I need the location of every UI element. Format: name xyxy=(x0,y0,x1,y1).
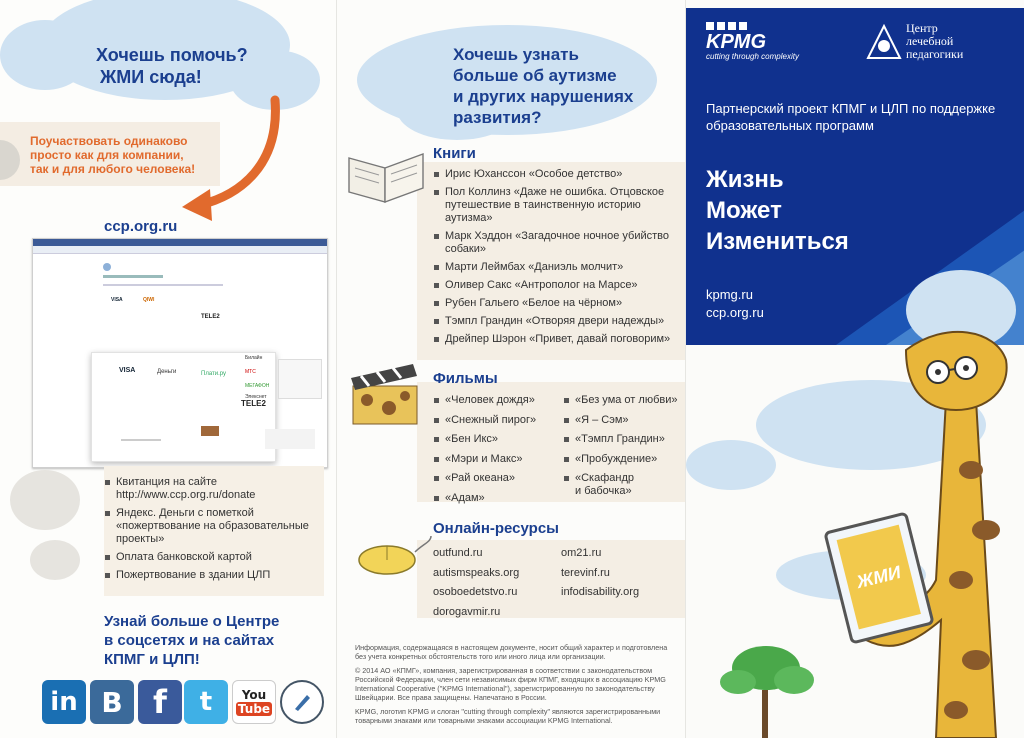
vk-icon[interactable]: B xyxy=(90,680,134,724)
film-item: «Бен Икс» xyxy=(433,433,563,446)
partner-text: Партнерский проект КПМГ и ЦЛП по поддержке образовательных программ xyxy=(706,101,996,133)
donation-methods xyxy=(104,476,324,587)
resource-link[interactable]: outfund.ru xyxy=(433,547,483,559)
film-item: «Человек дождя» xyxy=(433,394,563,407)
film-item: «Без ума от любви» xyxy=(563,394,683,407)
film-item: «Тэмпл Грандин» xyxy=(563,433,683,446)
film-item: «Рай океана» xyxy=(433,472,563,485)
film-item: «Снежный пирог» xyxy=(433,414,563,427)
resources-panel xyxy=(336,0,685,738)
kpmg-link[interactable]: kpmg.ru xyxy=(706,287,753,302)
livejournal-icon[interactable] xyxy=(280,680,324,724)
tablet-label: ЖМИ xyxy=(854,561,903,592)
resources-title: Хочешь узнать больше об аутизме и других нарушениях развития? xyxy=(453,45,634,127)
mouse-icon xyxy=(353,530,433,580)
legal-text: Информация, содержащаяся в настоящем документе, носит общий характер и подготовлена без учета конкретных обстоятельств того или иного лица или организации. © 2014 АО «КПМГ», компания, зарегистрированная в соответствии с законодательством Российской Федерации, член сети независимых фирм КПМГ, входящих в ассоциацию KPMG International Cooperative ("KPMG International"), зарегистрированную по законодательству Швейцарии. Все права защищены. Напечатано в России. KPMG, логотип KPMG и слоган "cutting through complexity" являются зарегистрированными товарными знаками или товарными знаками ассоциации KPMG International. xyxy=(355,643,668,725)
resource-link[interactable]: osoboedetstvo.ru xyxy=(433,586,518,598)
kpmg-logo: KPMG cutting through complexity xyxy=(706,22,799,61)
method-item: Оплата банковской картой xyxy=(104,551,324,564)
help-title: Хочешь помочь? ЖМИ сюда! xyxy=(96,45,248,87)
donation-panel xyxy=(0,0,336,738)
twitter-icon[interactable]: t xyxy=(184,680,228,724)
site-link[interactable]: ccp.org.ru xyxy=(104,218,178,235)
resource-link[interactable]: autismspeaks.org xyxy=(433,566,520,579)
films-list-left xyxy=(433,394,563,511)
linkedin-icon[interactable]: in xyxy=(42,680,86,724)
book-item: Пол Коллинз «Даже не ошибка. Отцовское путешествие в таинственную историю аутизма» xyxy=(433,186,673,225)
website-screenshot: VISA QIWI TELE2 VISA Деньги Плати.ру Билайн МТС МЕГАФОН Элекснет TELE2 xyxy=(32,238,328,468)
book-item: Рубен Гальего «Белое на чёрном» xyxy=(433,297,673,310)
books-list xyxy=(433,168,673,351)
online-right xyxy=(561,544,639,603)
film-item: «Адам» xyxy=(433,492,563,505)
book-item: Дрейпер Шэрон «Привет, давай поговорим» xyxy=(433,333,673,346)
facebook-icon[interactable]: f xyxy=(138,680,182,724)
book-icon xyxy=(343,144,429,208)
cover-sites xyxy=(706,286,764,322)
online-left xyxy=(433,544,519,622)
book-item: Оливер Сакс «Антрополог на Марсе» xyxy=(433,279,673,292)
social-title: Узнай больше о Центре в соцсетях и на сайтах КПМГ и ЦЛП! xyxy=(104,613,280,668)
films-title: Фильмы xyxy=(433,370,498,387)
clapperboard-icon xyxy=(347,360,427,430)
cover-panel xyxy=(685,0,1024,738)
film-item: «Мэри и Макс» xyxy=(433,453,563,466)
resource-link[interactable]: om21.ru xyxy=(561,547,602,559)
film-item: «Скафандр и бабочка» xyxy=(563,472,633,498)
method-item: Пожертвование в здании ЦЛП xyxy=(104,569,324,582)
headline: Жизнь Может Измениться xyxy=(706,166,849,255)
method-item: Квитанция на сайте http://www.ccp.org.ru/donate xyxy=(104,476,324,502)
book-item: Тэмпл Грандин «Отворяя двери надежды» xyxy=(433,315,673,328)
book-item: Марти Леймбах «Даниэль молчит» xyxy=(433,261,673,274)
film-item: «Я – Сэм» xyxy=(563,414,683,427)
online-title: Онлайн-ресурсы xyxy=(433,520,559,537)
method-item: Яндекс. Деньги с пометкой «пожертвование на образовательные проекты» xyxy=(104,507,324,546)
books-title: Книги xyxy=(433,145,476,162)
resource-link[interactable]: terevinf.ru xyxy=(561,566,610,579)
films-list-right xyxy=(563,394,683,503)
resource-link[interactable]: infodisability.org xyxy=(561,586,640,598)
tree-icon xyxy=(716,640,826,738)
clp-logo-text: Центр лечебной педагогики xyxy=(906,21,964,61)
resource-link[interactable]: dorogavmir.ru xyxy=(433,605,501,618)
film-item: «Пробуждение» xyxy=(563,453,683,466)
book-item: Ирис Юханссон «Особое детство» xyxy=(433,168,673,181)
ccp-link[interactable]: ccp.org.ru xyxy=(706,305,764,320)
participate-text: Поучаствовать одинаково просто как для компании, так и для любого человека! xyxy=(30,134,196,176)
clp-logo-icon xyxy=(866,24,902,60)
youtube-icon[interactable]: You Tube xyxy=(232,680,276,724)
book-item: Марк Хэддон «Загадочное ночное убийство собаки» xyxy=(433,230,673,256)
